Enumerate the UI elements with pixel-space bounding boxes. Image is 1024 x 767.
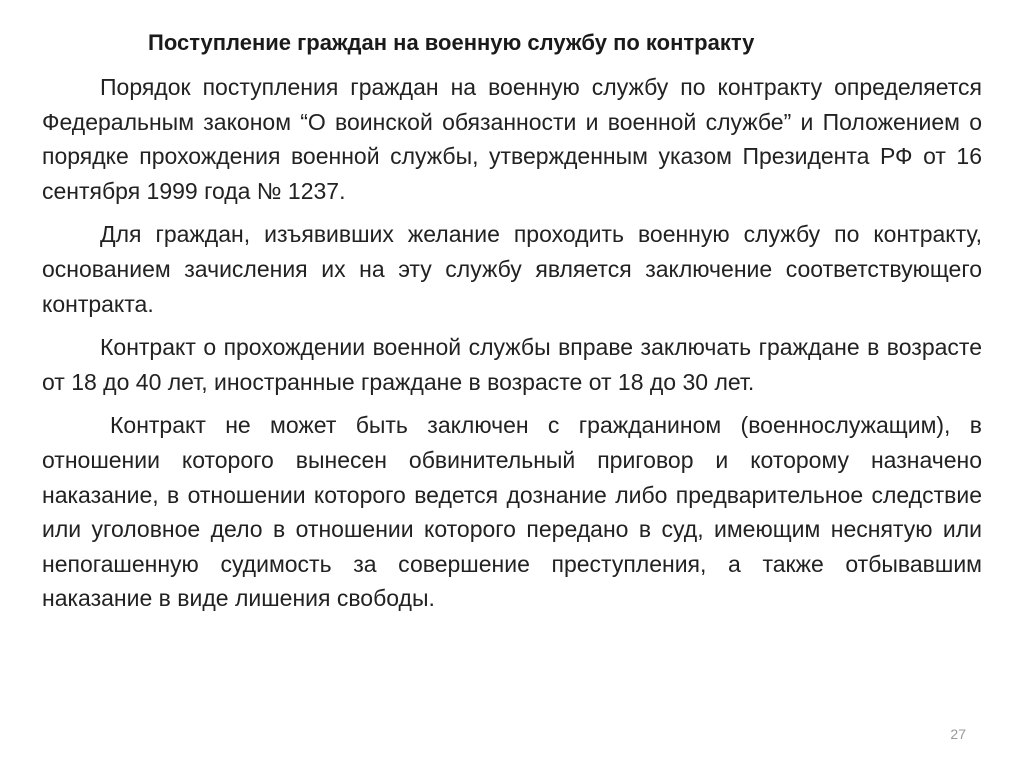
- page-number: 27: [950, 726, 966, 742]
- paragraph-contract-restrictions: Контракт не может быть заключен с гражданином (военнослужащим), в отношении которого вынесен обвинительный приговор и которому назначено наказание, в отношении которого ведется дознание либо предварительное следствие или уголовное дело в отношении которого передано в суд, имеющим неснятую или непогашенную судимость за совершение преступления, а также отбывавшим наказание в виде лишения свободы.: [42, 412, 982, 612]
- slide-title: Поступление граждан на военную службу по контракту: [148, 30, 755, 55]
- paragraph-contract-procedure: Порядок поступления граждан на военную службу по контракту определяется Федеральным законом “О воинской обязанности и военной службе” и Положением о порядке прохождения военной службы, утвержденным указом Президента РФ от 16 сентября 1999 года № 1237.: [42, 74, 982, 204]
- paragraph-enrollment-basis: Для граждан, изъявивших желание проходить военную службу по контракту, основанием зачисления их на эту службу является заключение соответствующего контракта.: [42, 221, 982, 317]
- paragraph-age-limits: Контракт о прохождении военной службы вправе заключать граждане в возрасте от 18 до 40 лет, иностранные граждане в возрасте от 18 до 30 лет.: [42, 334, 982, 395]
- slide-body: [42, 70, 982, 616]
